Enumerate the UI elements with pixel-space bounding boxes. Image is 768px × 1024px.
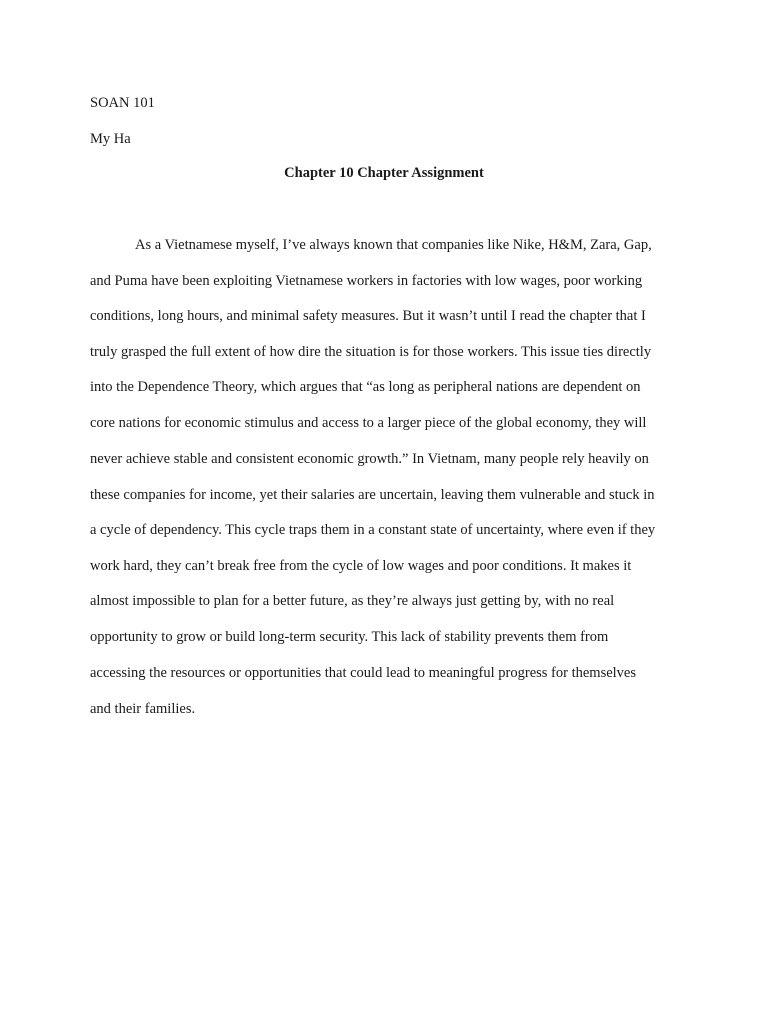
paragraph-line: and their families. <box>90 701 196 717</box>
assignment-title: Chapter 10 Chapter Assignment <box>284 165 484 181</box>
paragraph-line: these companies for income, yet their salaries are uncertain, leaving them vulnerable and stuck in <box>90 487 655 503</box>
paragraph-line: As a Vietnamese myself, I’ve always known that companies like Nike, H&M, Zara, Gap, <box>135 237 652 253</box>
paragraph-line: core nations for economic stimulus and access to a larger piece of the global economy, they will <box>90 415 647 431</box>
paragraph-line: work hard, they can’t break free from the cycle of low wages and poor conditions. It makes it <box>90 558 632 574</box>
paragraph-line: accessing the resources or opportunities that could lead to meaningful progress for themselves <box>90 665 637 681</box>
paragraph-line: conditions, long hours, and minimal safety measures. But it wasn’t until I read the chapter that I <box>90 308 646 324</box>
paragraph-line: and Puma have been exploiting Vietnamese workers in factories with low wages, poor working <box>90 273 643 289</box>
paragraph-line: truly grasped the full extent of how dire the situation is for those workers. This issue ties directly <box>90 344 652 360</box>
author-name: My Ha <box>90 131 131 147</box>
paragraph-line: opportunity to grow or build long-term security. This lack of stability prevents them from <box>90 629 609 645</box>
paragraph-line: a cycle of dependency. This cycle traps them in a constant state of uncertainty, where even if they <box>90 522 656 538</box>
paragraph-line: almost impossible to plan for a better future, as they’re always just getting by, with no real <box>90 593 615 609</box>
paragraph-line: never achieve stable and consistent economic growth.” In Vietnam, many people rely heavily on <box>90 451 649 467</box>
paragraph-line: into the Dependence Theory, which argues that “as long as peripheral nations are dependent on <box>90 379 641 395</box>
course-name: SOAN 101 <box>90 95 155 111</box>
